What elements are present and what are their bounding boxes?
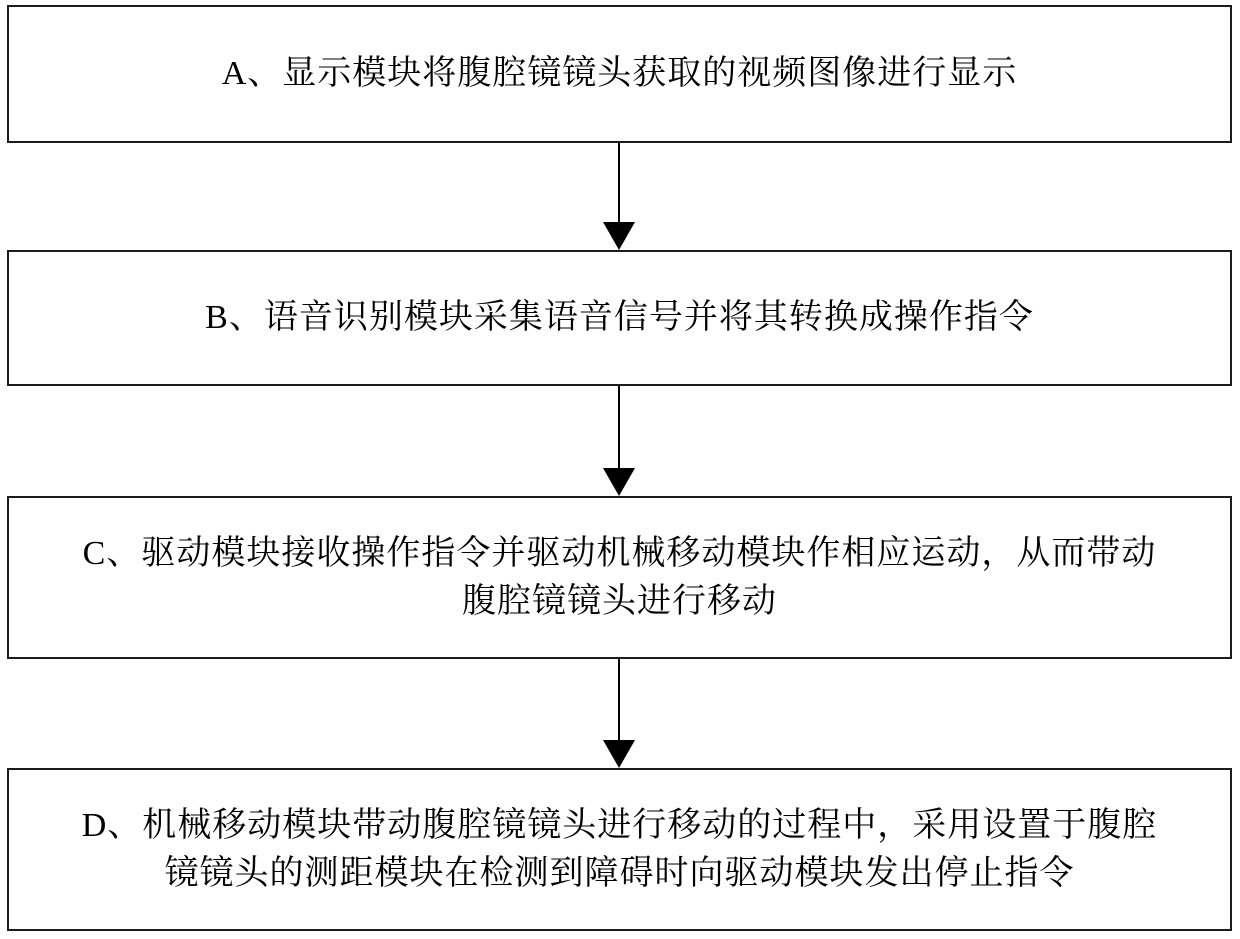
- step-c-text-line2: 腹腔镜镜头进行移动: [462, 582, 777, 620]
- step-a-box: [7, 5, 1232, 143]
- arrow-shaft: [618, 659, 620, 740]
- step-d-text-line1: D、机械移动模块带动腹腔镜镜头进行移动的过程中，采用设置于腹腔: [81, 806, 1158, 844]
- step-b-box: [7, 250, 1232, 386]
- step-b-text: B、语音识别模块采集语音信号并将其转换成操作指令: [205, 299, 1034, 336]
- step-c-text-line1: C、驱动模块接收操作指令并驱动机械移动模块作相应运动，从而带动: [82, 534, 1157, 572]
- arrow-head-icon: [603, 222, 635, 250]
- arrow-a-to-b: [603, 143, 635, 250]
- arrow-b-to-c: [603, 386, 635, 496]
- step-d-box: [7, 768, 1232, 931]
- step-a-text: A、显示模块将腹腔镜镜头获取的视频图像进行显示: [221, 55, 1018, 92]
- arrow-shaft: [618, 386, 620, 468]
- step-c-box: [7, 496, 1232, 659]
- step-d-text-line2: 镜镜头的测距模块在检测到障碍时向驱动模块发出停止指令: [164, 854, 1075, 892]
- arrow-shaft: [618, 143, 620, 222]
- arrow-head-icon: [603, 740, 635, 768]
- arrow-head-icon: [603, 468, 635, 496]
- arrow-c-to-d: [603, 659, 635, 768]
